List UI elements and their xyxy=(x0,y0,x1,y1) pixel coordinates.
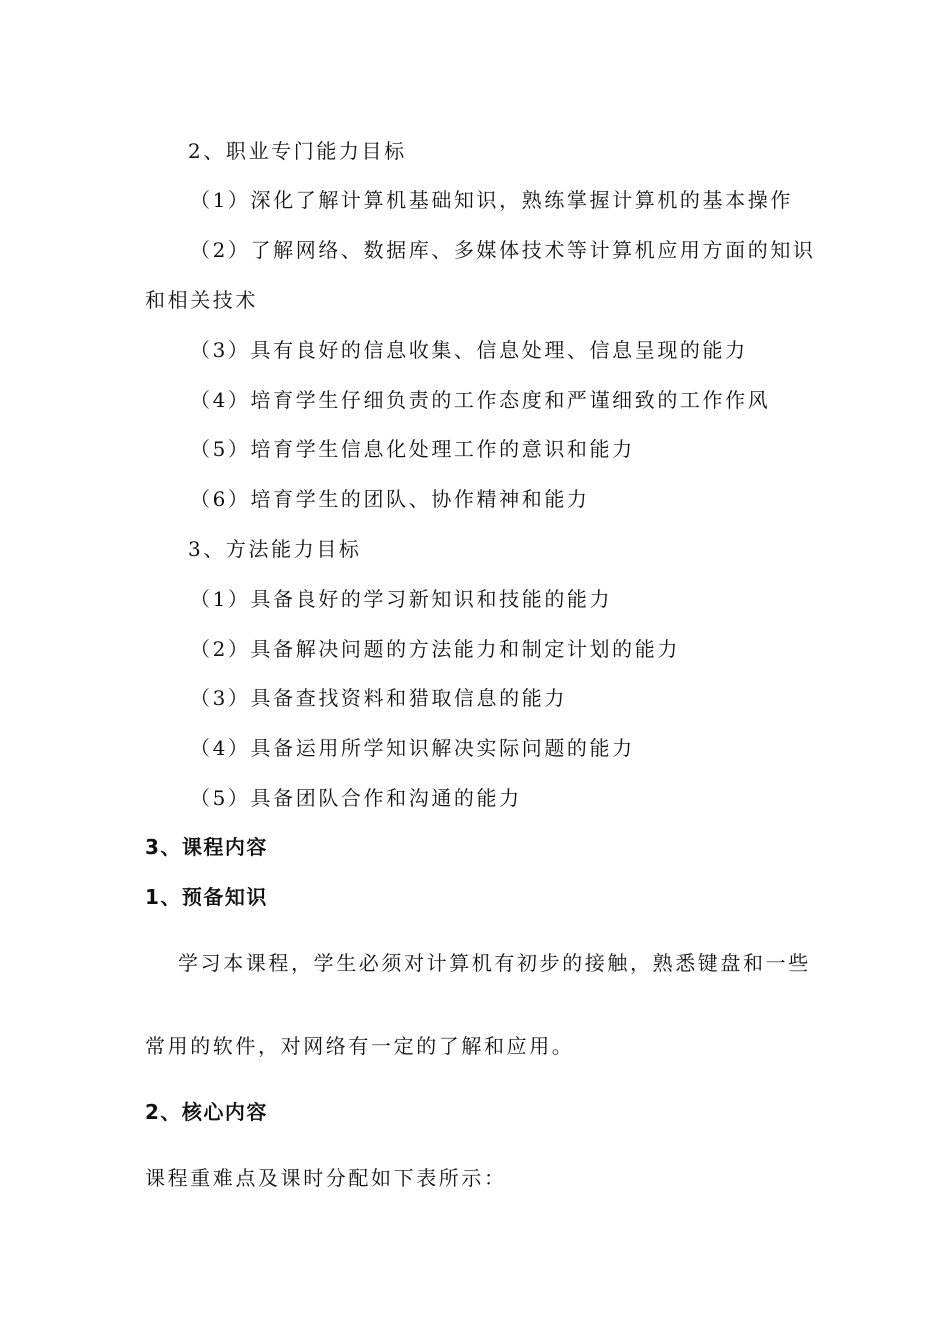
section-heading-professional-goals: 2、职业专门能力目标 xyxy=(188,139,407,163)
core-content-paragraph: 课程重难点及课时分配如下表所示： xyxy=(145,1166,507,1190)
list-item: （4）培育学生仔细负责的工作态度和严谨细致的工作作风 xyxy=(190,388,771,412)
list-item: （2）了解网络、数据库、多媒体技术等计算机应用方面的知识 xyxy=(190,238,816,262)
prereq-heading: 1、预备知识 xyxy=(145,885,268,909)
list-item: （1）具备良好的学习新知识和技能的能力 xyxy=(190,587,613,611)
core-content-heading: 2、核心内容 xyxy=(145,1100,268,1124)
list-item: （6）培育学生的团队、协作精神和能力 xyxy=(190,487,590,511)
course-content-heading: 3、课程内容 xyxy=(145,835,268,859)
list-item: （4）具备运用所学知识解决实际问题的能力 xyxy=(190,736,635,760)
list-item: （2）具备解决问题的方法能力和制定计划的能力 xyxy=(190,637,680,661)
list-item-continuation: 和相关技术 xyxy=(145,288,258,312)
prereq-paragraph-line-2: 常用的软件，对网络有一定的了解和应用。 xyxy=(145,1034,575,1058)
prereq-paragraph-line-1: 学习本课程，学生必须对计算机有初步的接触，熟悉键盘和一些 xyxy=(178,951,811,975)
list-item: （3）具有良好的信息收集、信息处理、信息呈现的能力 xyxy=(190,338,748,362)
list-item: （5）培育学生信息化处理工作的意识和能力 xyxy=(190,437,635,461)
section-heading-method-goals: 3、方法能力目标 xyxy=(188,537,362,561)
list-item: （5）具备团队合作和沟通的能力 xyxy=(190,786,522,810)
list-item: （1）深化了解计算机基础知识，熟练掌握计算机的基本操作 xyxy=(190,188,793,212)
list-item: （3）具备查找资料和猎取信息的能力 xyxy=(190,686,567,710)
